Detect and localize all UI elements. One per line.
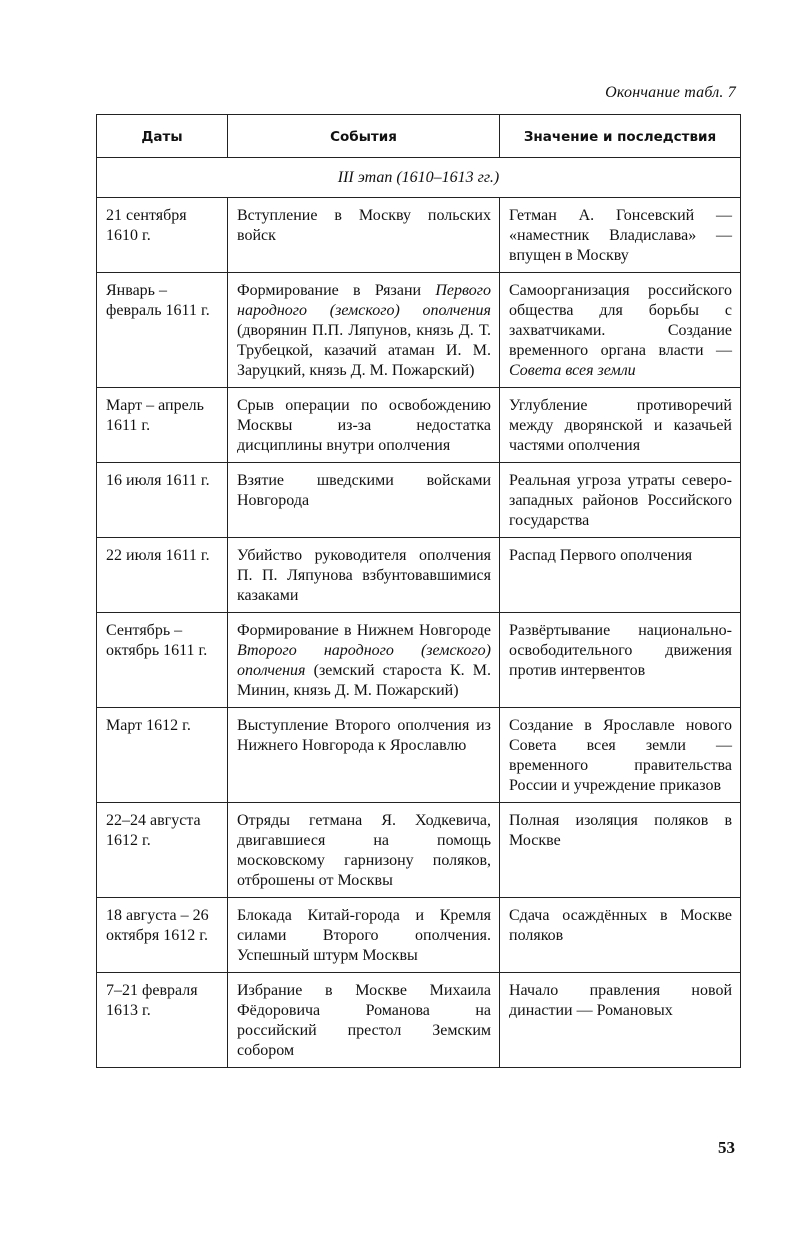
page-number: 53 — [718, 1138, 735, 1157]
header-events: События — [228, 115, 500, 158]
row-meaning — [500, 198, 741, 273]
row-date: 7–21 февраля 1613 г. — [97, 973, 228, 1068]
header-meaning: Значение и последствия — [500, 115, 741, 158]
row-meaning — [500, 538, 741, 613]
text-segment: Реальная угроза утраты северо-западных районов Российского государства — [509, 472, 732, 529]
row-date: Сентябрь – октябрь 1611 г. — [97, 613, 228, 708]
text-segment: Вступление в Москву польских войск — [237, 207, 491, 244]
row-date: 21 сентября 1610 г. — [97, 198, 228, 273]
row-event — [228, 538, 500, 613]
table-row — [97, 898, 741, 973]
text-segment: Гетман А. Гонсевский — «наместник Владислава» — впущен в Москву — [509, 207, 732, 264]
text-segment: Начало правления новой династии — Романовых — [509, 982, 732, 1019]
row-date: Январь – февраль 1611 г. — [97, 273, 228, 388]
text-segment: Сдача осаждённых в Москве поляков — [509, 907, 732, 944]
row-event — [228, 898, 500, 973]
row-date: 16 июля 1611 г. — [97, 463, 228, 538]
table-row — [97, 613, 741, 708]
text-segment: Самоорганизация российского общества для борьбы с захватчиками. Создание временного органа власти — — [509, 282, 732, 359]
stage-title: III этап (1610–1613 гг.) — [97, 158, 741, 198]
row-meaning — [500, 708, 741, 803]
row-event — [228, 973, 500, 1068]
row-date: Март 1612 г. — [97, 708, 228, 803]
text-segment: Выступление Второго ополчения из Нижнего Новгорода к Ярославлю — [237, 717, 491, 754]
table-row — [97, 388, 741, 463]
row-event — [228, 803, 500, 898]
table-caption: Окончание табл. 7 — [605, 84, 736, 101]
table-row — [97, 198, 741, 273]
header-row — [97, 115, 741, 158]
events-table — [96, 114, 741, 1068]
text-segment: Создание в Ярославле нового Совета всея земли — временного правительства России и учреждение приказов — [509, 717, 732, 794]
italic-term: Совета всея земли — [509, 362, 636, 379]
table-row — [97, 538, 741, 613]
row-event — [228, 198, 500, 273]
text-segment: Срыв операции по освобождению Москвы из-за недостатка дисциплины внутри ополчения — [237, 397, 491, 454]
text-segment: Убийство руководителя ополчения П. П. Ляпунова взбунтовавшимися казаками — [237, 547, 491, 604]
row-meaning — [500, 803, 741, 898]
row-event — [228, 273, 500, 388]
text-segment: Полная изоляция поляков в Москве — [509, 812, 732, 849]
row-meaning — [500, 613, 741, 708]
row-event — [228, 463, 500, 538]
italic-term: Первого народного (земского) ополчения — [237, 282, 491, 319]
text-segment: Формирование в Рязани — [237, 282, 436, 299]
stage-row — [97, 158, 741, 198]
table-row — [97, 463, 741, 538]
row-date: Март – апрель 1611 г. — [97, 388, 228, 463]
row-meaning — [500, 973, 741, 1068]
row-meaning — [500, 898, 741, 973]
text-segment: Углубление противоречий между дворянской и казачьей частями ополчения — [509, 397, 732, 454]
row-date: 18 августа – 26 октября 1612 г. — [97, 898, 228, 973]
row-meaning — [500, 463, 741, 538]
text-segment: Блокада Китай-города и Кремля силами Второго ополчения. Успешный штурм Москвы — [237, 907, 491, 964]
row-event — [228, 613, 500, 708]
table-row — [97, 273, 741, 388]
header-dates: Даты — [97, 115, 228, 158]
table-row — [97, 973, 741, 1068]
row-meaning — [500, 273, 741, 388]
italic-term: Второго народного (земского) ополчения — [237, 642, 491, 679]
text-segment: Формирование в Нижнем Новгороде — [237, 622, 491, 639]
text-segment: Взятие шведскими войсками Новгорода — [237, 472, 491, 509]
text-segment: Развёртывание национально-освободительного движения против интервентов — [509, 622, 732, 679]
table-row — [97, 708, 741, 803]
text-segment: Избрание в Москве Михаила Фёдоровича Романова на российский престол Земским собором — [237, 982, 491, 1059]
row-date: 22–24 августа 1612 г. — [97, 803, 228, 898]
text-segment: Отряды гетмана Я. Ходкевича, двигавшиеся на помощь московскому гарнизону поляков, отброшены от Москвы — [237, 812, 491, 889]
text-segment: (дворянин П.П. Ляпунов, князь Д. Т. Трубецкой, казачий атаман И. М. Заруцкий, князь Д. М. Пожарский) — [237, 322, 491, 379]
row-meaning — [500, 388, 741, 463]
text-segment: (земский староста К. М. Минин, князь Д. М. Пожарский) — [237, 662, 491, 699]
row-event — [228, 708, 500, 803]
row-event — [228, 388, 500, 463]
row-date: 22 июля 1611 г. — [97, 538, 228, 613]
text-segment: Распад Первого ополчения — [509, 547, 693, 564]
table-row — [97, 803, 741, 898]
